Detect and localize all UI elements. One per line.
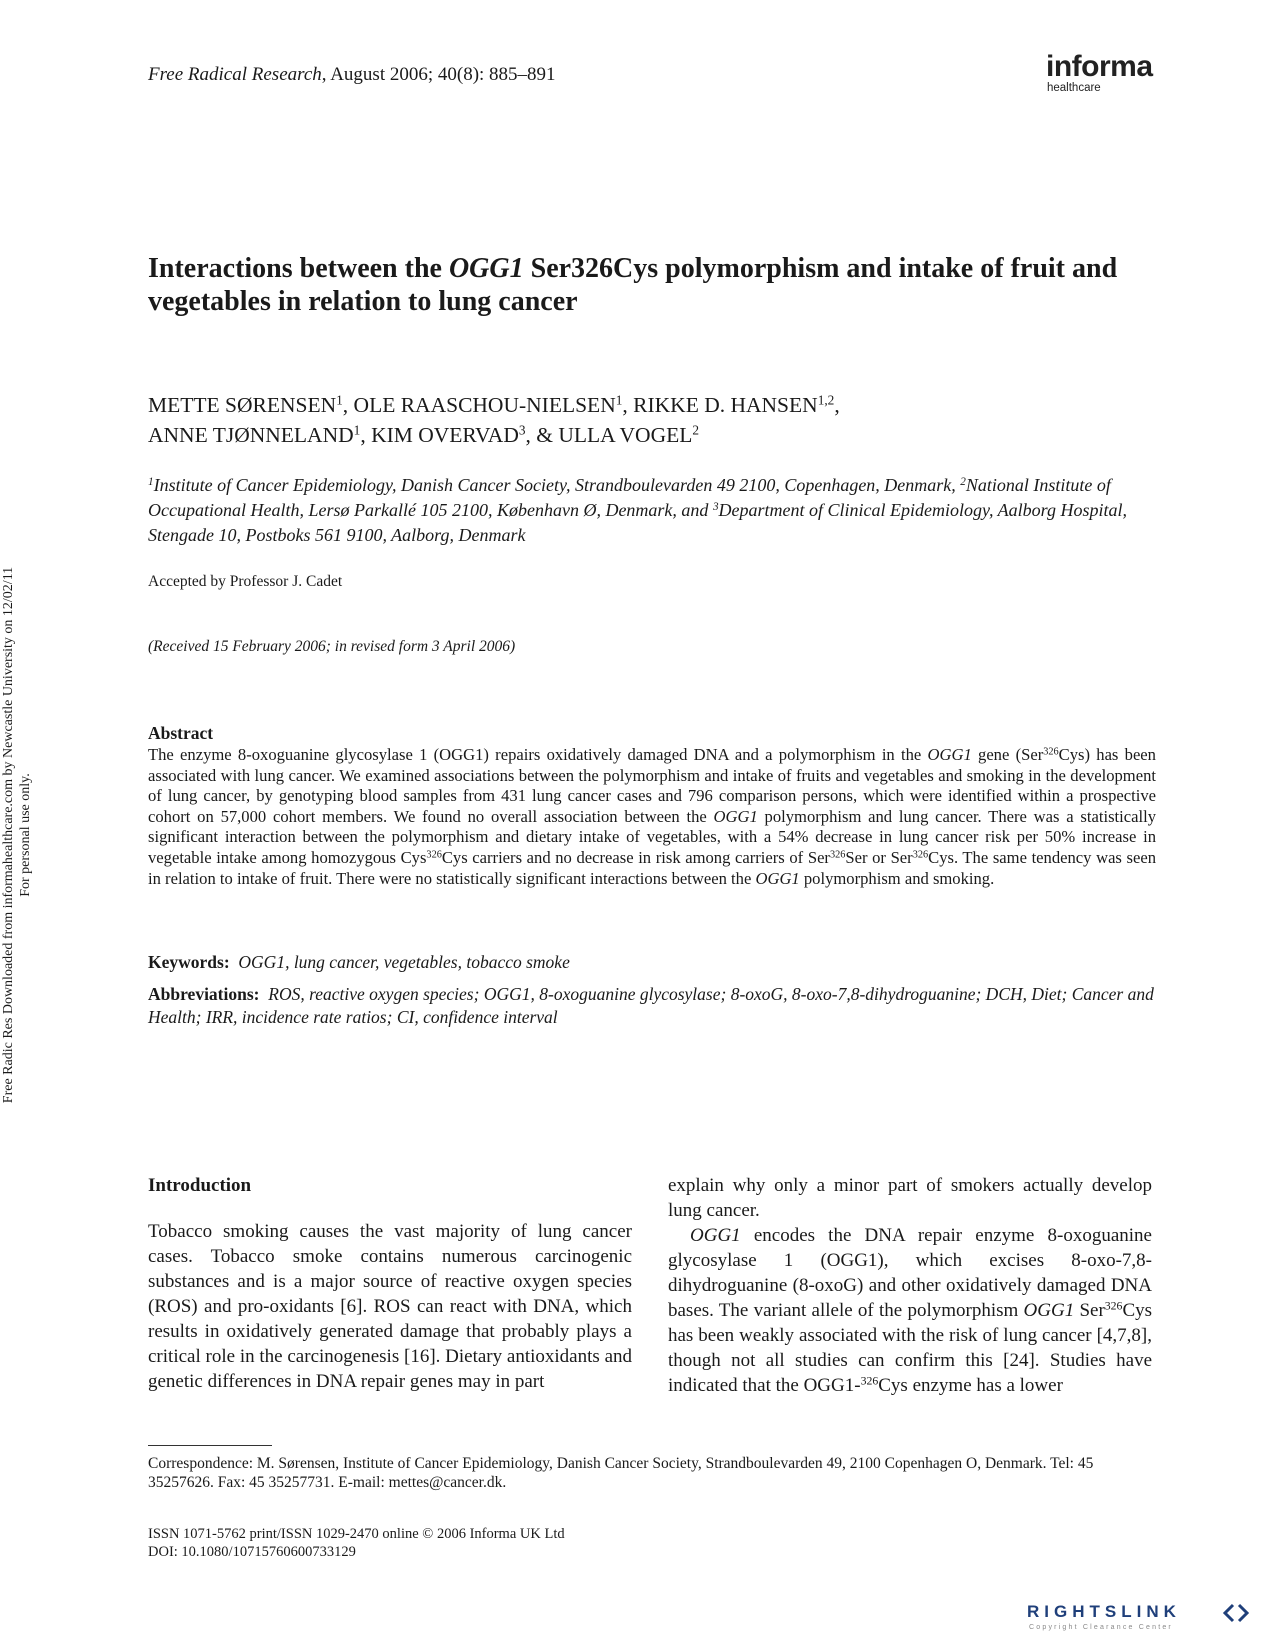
intro-paragraph: OGG1 encodes the DNA repair enzyme 8-oxoguanine glycosylase 1 (OGG1), which excises 8-oxo-7,8-dihydroguanine (8-oxoG) and other oxidatively damaged DNA bases. The variant allele of the polymorphism OGG1 Ser$^{326}$Cys has been weakly associated with the risk of lung cancer [4,7,8], though not all studies can confirm this [24]. Studies have indicated that the OGG1-$^{326}$Cys enzyme has a lower — [668, 1225, 1153, 1396]
rightslink-tagline: Copyright Clearance Center — [1029, 1624, 1173, 1631]
affiliations: $^1$Institute of Cancer Epidemiology, Danish Cancer Society, Strandboulevarden 49 2100, Copenhagen, Denmark, $^2$National Institute of Occupational Health, Lersø Parkallé 105 2100, København Ø, Denmark, and $^3$Department of Clinical Epidemiology, Aalborg Hospital, Stengade 10, Postboks 561 9100, Aalborg, Denmark — [148, 475, 1127, 545]
keywords-label: Keywords: — [148, 952, 230, 972]
informa-healthcare-logo — [1046, 52, 1156, 95]
rightslink-arrow-icon — [1225, 1605, 1233, 1621]
article-title: Interactions between the OGG1 Ser326Cys polymorphism and intake of fruit and vegetables in relation to lung cancer — [148, 253, 1118, 317]
intro-paragraph: Tobacco smoking causes the vast majority of lung cancer cases. Tobacco smoke contains numerous carcinogenic substances and is a major source of reactive oxygen species (ROS) and pro-oxidants [6]. ROS can react with DNA, which results in oxidatively generated damage that probably plays a critical role in the carcinogenesis [16]. Dietary antioxidants and genetic differences in DNA repair genes may in part — [148, 1221, 632, 1392]
abbreviations-text: ROS, reactive oxygen species; OGG1, 8-oxoguanine glycosylase; 8-oxoG, 8-oxo-7,8-dihydroguanine; DCH, Diet; Cancer and Health; IRR, incidence rate ratios; CI, confidence interval — [148, 984, 1154, 1027]
abstract-body: The enzyme 8-oxoguanine glycosylase 1 (OGG1) repairs oxidatively damaged DNA and a polymorphism in the OGG1 gene (Ser$^{326}$Cys) has been associated with lung cancer. We examined associations between the polymorphism and intake of fruits and vegetables and smoking in the development of lung cancer, by genotyping blood samples from 431 lung cancer cases and 796 comparison persons, which were identified within a prospective cohort on 57,000 cohort members. We found no overall association between the OGG1 polymorphism and lung cancer. There was a statistically significant interaction between the polymorphism and dietary intake of vegetables, with a 54% decrease in lung cancer risk per 50% increase in vegetable intake among homozygous Cys$^{326}$Cys carriers and no decrease in risk among carriers of Ser$^{326}$Ser or Ser$^{326}$Cys. The same tendency was seen in relation to intake of fruit. There were no statistically significant interactions between the OGG1 polymorphism and smoking. — [148, 745, 1156, 888]
journal-name: Free Radical Research — [148, 64, 322, 85]
accepted-by: Accepted by Professor J. Cadet — [148, 573, 343, 590]
rightslink-wordmark: RIGHTSLINK — [1027, 1602, 1181, 1621]
author: RIKKE D. HANSEN — [633, 393, 818, 417]
footnote-divider — [148, 1445, 272, 1446]
author: ANNE TJØNNELAND — [148, 423, 354, 447]
intro-right-column — [668, 1173, 1152, 1398]
abbreviations-label: Abbreviations: — [148, 984, 260, 1004]
issn-line: ISSN 1071-5762 print/ISSN 1029-2470 online © 2006 Informa UK Ltd — [148, 1526, 565, 1542]
author: METTE SØRENSEN — [148, 393, 337, 417]
author: KIM OVERVAD — [371, 423, 519, 447]
logo-subtitle: healthcare — [1047, 82, 1101, 94]
intro-left-column — [148, 1173, 632, 1394]
abstract-heading: Abstract — [148, 723, 214, 743]
doi-line: DOI: 10.1080/10715760600733129 — [148, 1544, 356, 1560]
keywords-text: OGG1, lung cancer, vegetables, tobacco smoke — [238, 952, 570, 972]
correspondence-note: Correspondence: M. Sørensen, Institute of Cancer Epidemiology, Danish Cancer Society, Strandboulevarden 49, 2100 Copenhagen O, Denmark. Tel: 45 35257626. Fax: 45 35257731. E-mail: mettes@cancer.dk. — [148, 1455, 1094, 1491]
rightslink-arrow-icon — [1239, 1605, 1247, 1621]
abbreviations — [148, 983, 1156, 1029]
received-dates: (Received 15 February 2006; in revised form 3 April 2006) — [148, 638, 516, 655]
author-list: METTE SØRENSEN$^1$, OLE RAASCHOU-NIELSEN$^1$, RIKKE D. HANSEN$^{1,2}$, ANNE TJØNNELAND$^1$, KIM OVERVAD$^3$, & ULLA VOGEL$^2$ — [148, 392, 840, 447]
journal-issue: , August 2006; 40(8): 885–891 — [321, 64, 556, 85]
intro-paragraph: explain why only a minor part of smokers actually develop lung cancer. — [668, 1175, 1152, 1221]
keywords — [148, 952, 1156, 973]
download-watermark: Free Radic Res Downloaded from informahealthcare.com by Newcastle University on 12/02/11 For personal use only. — [1, 566, 33, 1104]
author: ULLA VOGEL — [558, 423, 693, 447]
introduction-heading: Introduction — [148, 1175, 252, 1196]
rightslink-logo — [1025, 1597, 1255, 1633]
author: OLE RAASCHOU-NIELSEN — [353, 393, 616, 417]
title-gene: OGG1 — [448, 253, 524, 284]
logo-wordmark: informa — [1046, 50, 1153, 83]
issn-doi — [148, 1525, 565, 1561]
journal-citation — [148, 64, 556, 86]
